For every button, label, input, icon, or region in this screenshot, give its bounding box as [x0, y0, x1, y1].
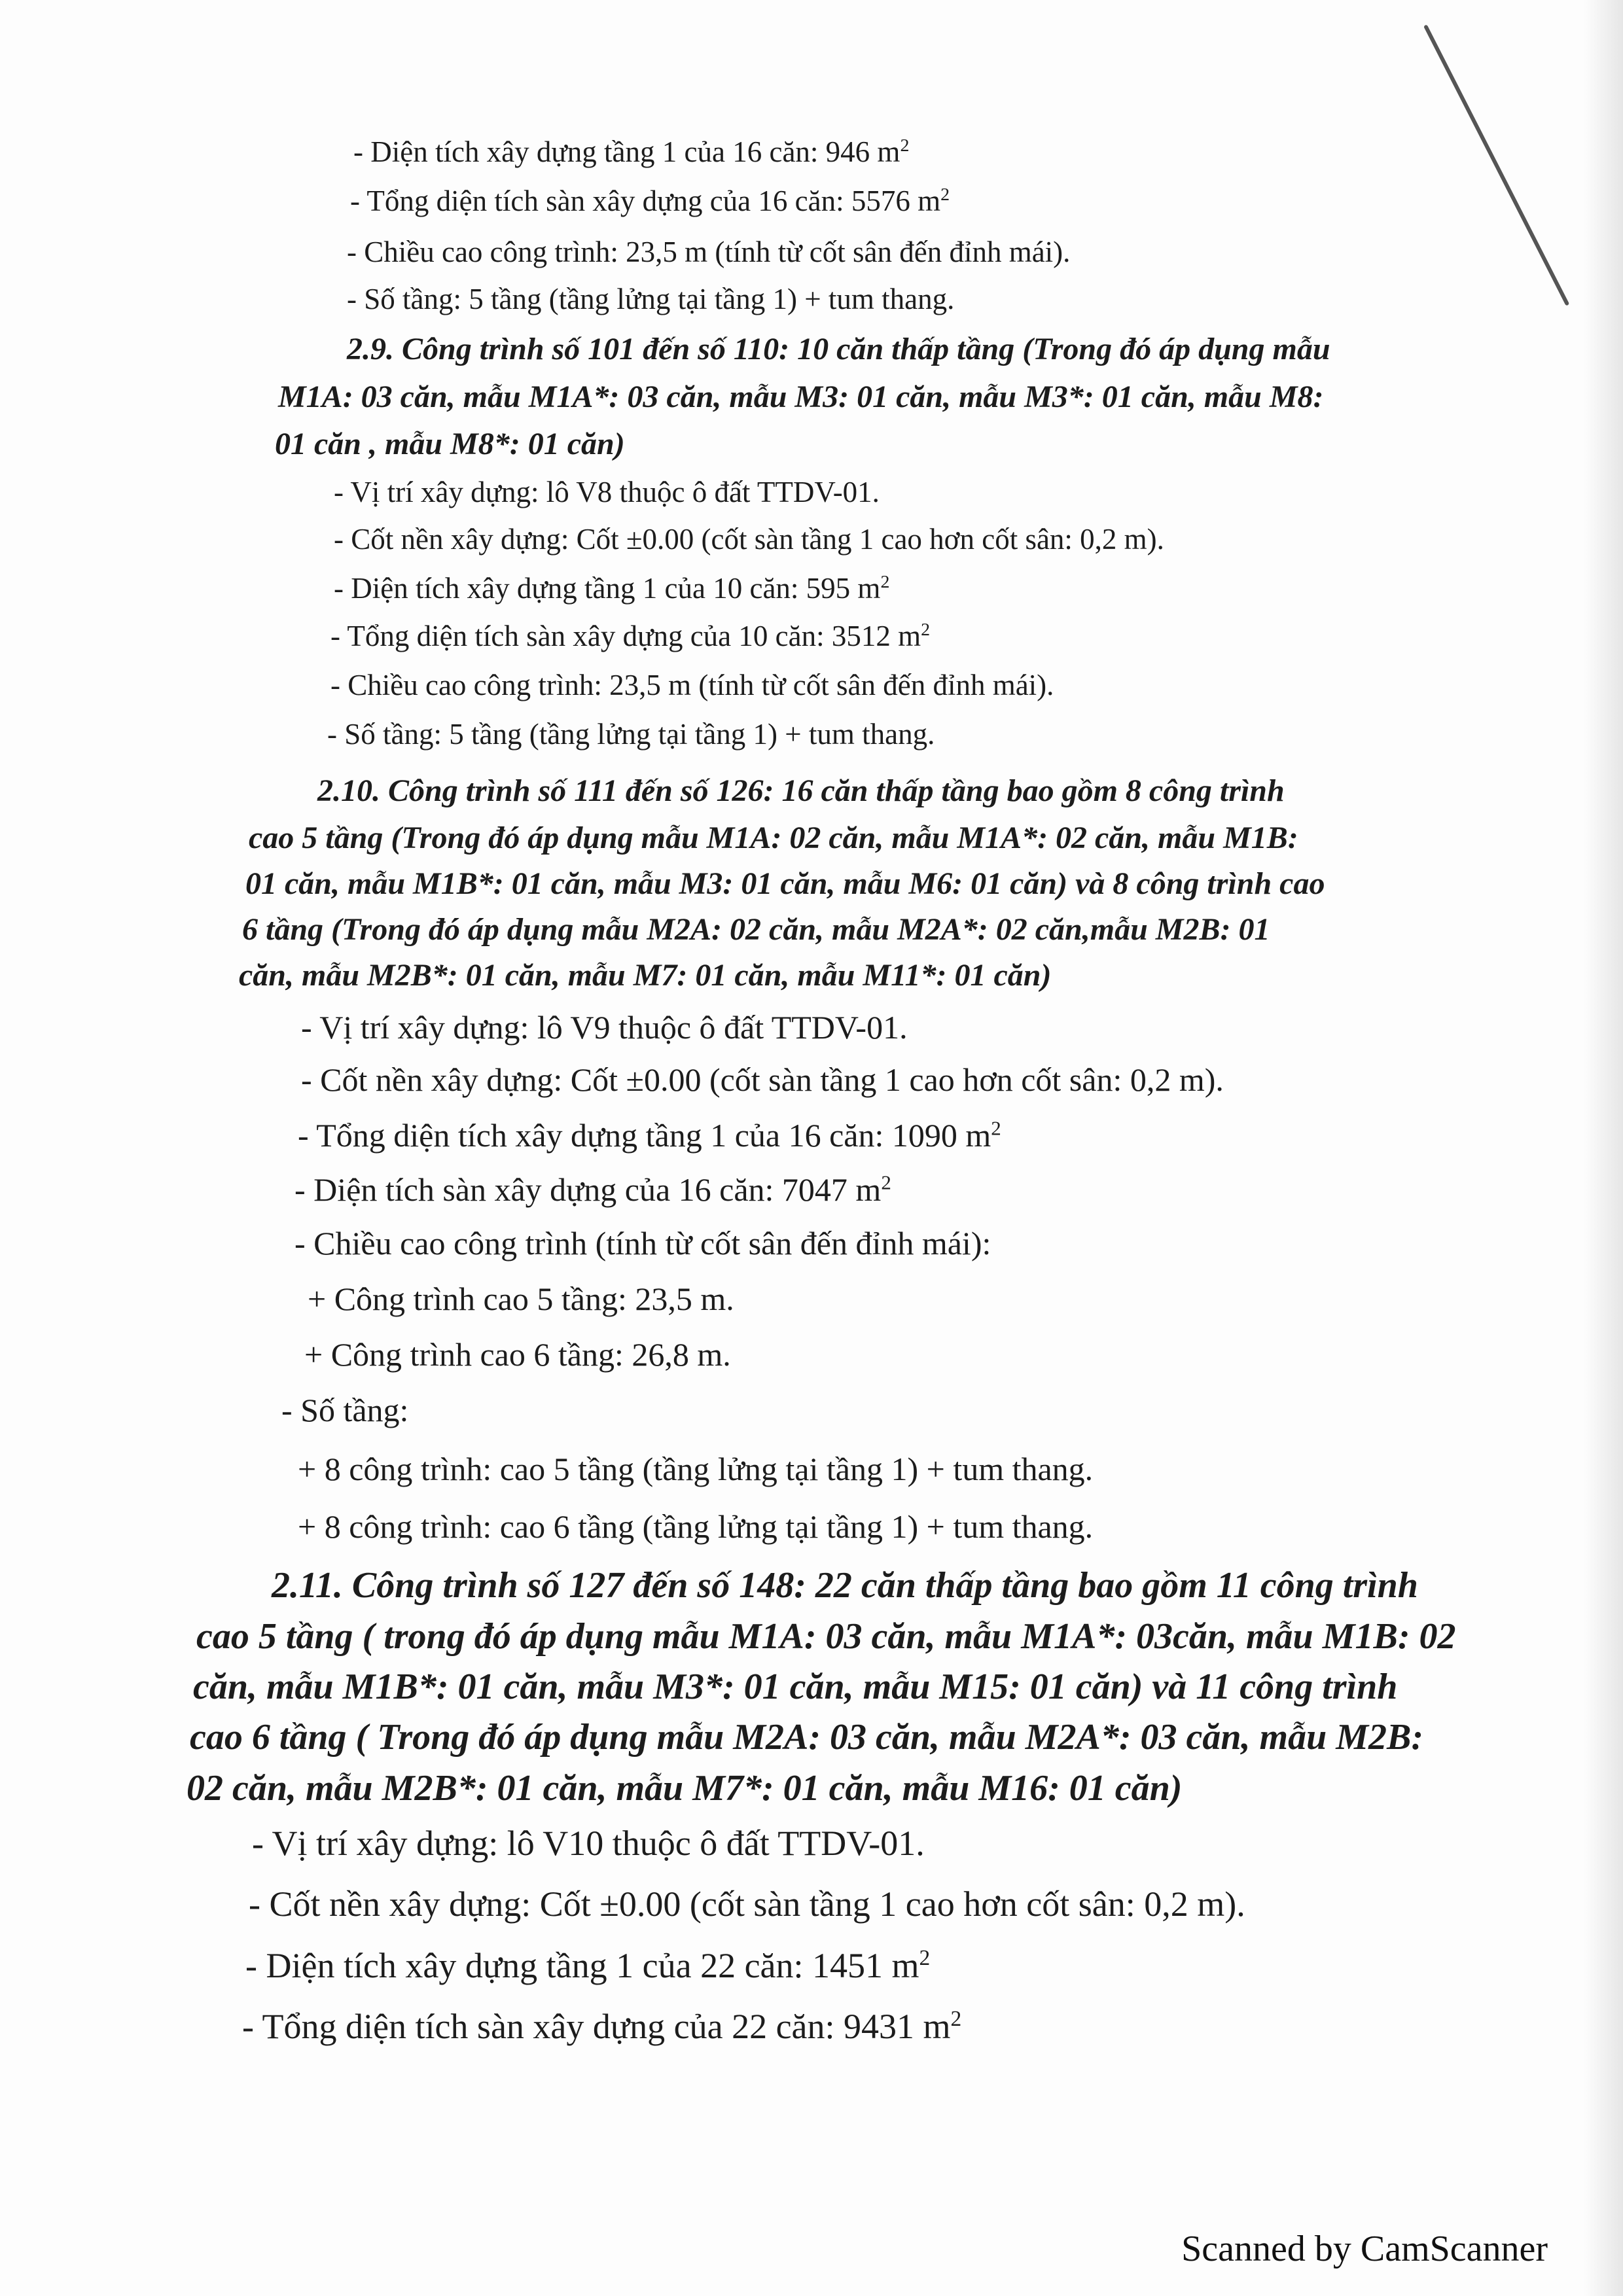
- list-item: + Công trình cao 6 tầng: 26,8 m.: [304, 1336, 731, 1373]
- list-item: + Công trình cao 5 tầng: 23,5 m.: [308, 1280, 734, 1317]
- list-item: - Cốt nền xây dựng: Cốt ±0.00 (cốt sàn tầng 1 cao hơn cốt sân: 0,2 m).: [301, 1061, 1224, 1098]
- section-heading-2-10: cao 5 tầng (Trong đó áp dụng mẫu M1A: 02 căn, mẫu M1A*: 02 căn, mẫu M1B:: [249, 821, 1298, 855]
- section-heading-2-10: 6 tầng (Trong đó áp dụng mẫu M2A: 02 căn, mẫu M2A*: 02 căn,mẫu M2B: 01: [242, 912, 1270, 947]
- list-item: + 8 công trình: cao 6 tầng (tầng lửng tại tầng 1) + tum thang.: [298, 1508, 1094, 1545]
- section-heading-2-10: căn, mẫu M2B*: 01 căn, mẫu M7: 01 căn, mẫu M11*: 01 căn): [239, 958, 1052, 993]
- section-heading-2-9: 01 căn , mẫu M8*: 01 căn): [275, 427, 625, 461]
- list-item: - Chiều cao công trình (tính từ cốt sân đến đỉnh mái):: [294, 1225, 991, 1262]
- section-heading-2-9: M1A: 03 căn, mẫu M1A*: 03 căn, mẫu M3: 01 căn, mẫu M3*: 01 căn, mẫu M8:: [278, 380, 1324, 414]
- section-heading-2-11: cao 5 tầng ( trong đó áp dụng mẫu M1A: 03 căn, mẫu M1A*: 03căn, mẫu M1B: 02: [196, 1616, 1456, 1657]
- section-heading-2-11: căn, mẫu M1B*: 01 căn, mẫu M3*: 01 căn, mẫu M15: 01 căn) và 11 công trình: [193, 1667, 1398, 1707]
- list-item: - Vị trí xây dựng: lô V9 thuộc ô đất TTDV-01.: [301, 1009, 908, 1046]
- list-item: - Số tầng: 5 tầng (tầng lửng tại tầng 1) + tum thang.: [347, 283, 955, 315]
- list-item: - Chiều cao công trình: 23,5 m (tính từ cốt sân đến đỉnh mái).: [347, 236, 1071, 268]
- list-item: - Số tầng: 5 tầng (tầng lửng tại tầng 1) + tum thang.: [327, 718, 935, 751]
- section-heading-2-10: 2.10. Công trình số 111 đến số 126: 16 căn thấp tầng bao gồm 8 công trình: [317, 773, 1285, 808]
- camscanner-watermark: Scanned by CamScanner: [1181, 2229, 1548, 2269]
- list-item: - Tổng diện tích sàn xây dựng của 22 căn: 9431 $m^2$: [242, 2007, 962, 2046]
- section-heading-2-10: 01 căn, mẫu M1B*: 01 căn, mẫu M3: 01 căn, mẫu M6: 01 căn) và 8 công trình cao: [245, 866, 1325, 901]
- list-item: - Vị trí xây dựng: lô V8 thuộc ô đất TTDV-01.: [334, 476, 880, 508]
- list-item: - Chiều cao công trình: 23,5 m (tính từ cốt sân đến đỉnh mái).: [330, 669, 1054, 701]
- section-heading-2-11: 2.11. Công trình số 127 đến số 148: 22 căn thấp tầng bao gồm 11 công trình: [272, 1565, 1418, 1606]
- list-item: + 8 công trình: cao 5 tầng (tầng lửng tại tầng 1) + tum thang.: [298, 1451, 1094, 1487]
- list-item: - Cốt nền xây dựng: Cốt ±0.00 (cốt sàn tầng 1 cao hơn cốt sân: 0,2 m).: [249, 1884, 1245, 1924]
- section-heading-2-9: 2.9. Công trình số 101 đến số 110: 10 căn thấp tầng (Trong đó áp dụng mẫu: [347, 332, 1330, 366]
- list-item: - Tổng diện tích sàn xây dựng của 10 căn: 3512 $m^2$: [330, 620, 931, 652]
- list-item: - Diện tích xây dựng tầng 1 của 22 căn: 1451 $m^2$: [245, 1946, 931, 1985]
- list-item: - Diện tích xây dựng tầng 1 của 10 căn: 595 $m^2$: [334, 572, 890, 605]
- list-item: - Tổng diện tích sàn xây dựng của 16 căn: 5576 $m^2$: [350, 185, 950, 217]
- section-heading-2-11: 02 căn, mẫu M2B*: 01 căn, mẫu M7*: 01 căn, mẫu M16: 01 căn): [187, 1768, 1183, 1809]
- list-item: - Tổng diện tích xây dựng tầng 1 của 16 căn: 1090 $m^2$: [298, 1116, 1001, 1154]
- list-item: - Cốt nền xây dựng: Cốt ±0.00 (cốt sàn tầng 1 cao hơn cốt sân: 0,2 m).: [334, 523, 1164, 556]
- section-heading-2-11: cao 6 tầng ( Trong đó áp dụng mẫu M2A: 03 căn, mẫu M2A*: 03 căn, mẫu M2B:: [190, 1717, 1424, 1757]
- list-item: - Vị trí xây dựng: lô V10 thuộc ô đất TTDV-01.: [252, 1824, 925, 1863]
- list-item: - Số tầng:: [281, 1392, 409, 1428]
- list-item: - Diện tích xây dựng tầng 1 của 16 căn: 946 $m^2$: [353, 135, 910, 168]
- list-item: - Diện tích sàn xây dựng của 16 căn: 7047 $m^2$: [294, 1171, 891, 1208]
